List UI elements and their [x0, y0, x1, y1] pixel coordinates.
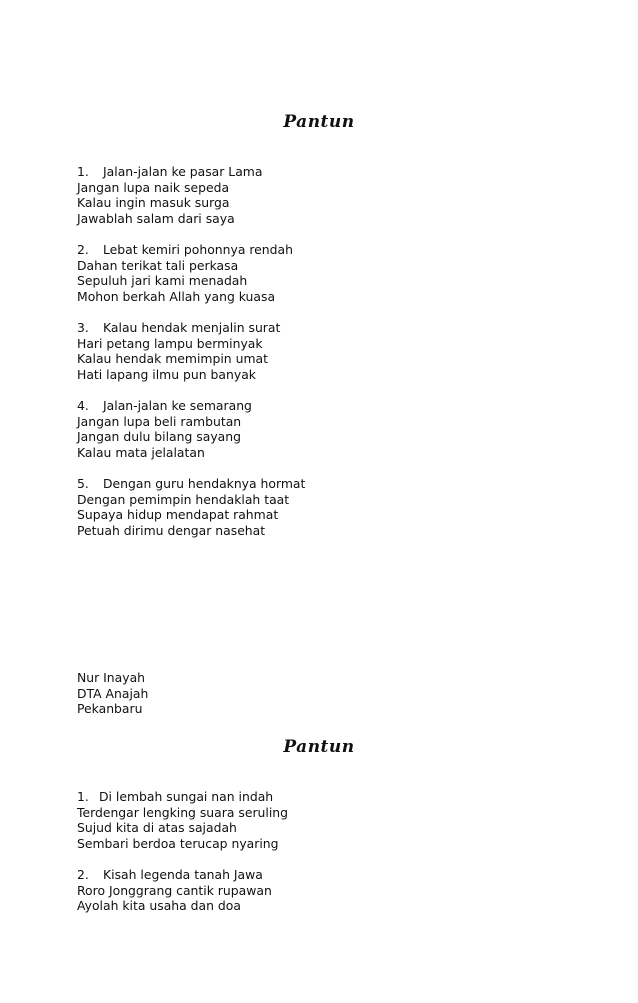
line-text: Jalan-jalan ke pasar Lama	[103, 164, 263, 179]
stanza-line: Hati lapang ilmu pun banyak	[77, 366, 256, 382]
stanza-number: 3.	[77, 320, 89, 335]
stanza-4	[77, 398, 597, 460]
stanza-line: Ayolah kita usaha dan doa	[77, 898, 241, 914]
line-text: Kalau hendak menjalin surat	[103, 320, 281, 335]
author-name: Nur Inayah	[77, 670, 146, 685]
stanza-line	[77, 242, 597, 258]
title-text: Pantun	[283, 737, 355, 757]
section-title	[0, 112, 638, 132]
stanza-line	[77, 789, 597, 805]
author-city: Pekanbaru	[77, 701, 143, 717]
stanza-number: 1.	[77, 164, 89, 179]
stanza-line: Dengan pemimpin hendaklah taat	[77, 491, 290, 507]
stanza-line: Jangan lupa beli rambutan	[77, 413, 242, 429]
stanza-line: Dahan terikat tali perkasa	[77, 257, 239, 273]
stanza-line: Sembari berdoa terucap nyaring	[77, 835, 279, 851]
stanza-line: Roro Jonggrang cantik rupawan	[77, 882, 272, 898]
stanza-line	[77, 320, 597, 336]
stanza-line: Kalau ingin masuk surga	[77, 195, 230, 211]
line-text: Lebat kemiri pohonnya rendah	[103, 242, 293, 257]
stanza-line	[77, 476, 597, 492]
stanza-5	[77, 476, 597, 538]
stanza-1	[77, 164, 597, 226]
stanza-2	[77, 242, 597, 304]
stanza-1	[77, 789, 597, 851]
stanza-line: Jangan lupa naik sepeda	[77, 179, 230, 195]
stanza-line	[77, 867, 597, 883]
stanza-number: 2.	[77, 867, 89, 882]
stanza-line: Supaya hidup mendapat rahmat	[77, 507, 279, 523]
stanza-line: Sepuluh jari kami menadah	[77, 273, 248, 289]
stanza-number: 5.	[77, 476, 89, 491]
stanza-line: Jawablah salam dari saya	[77, 210, 235, 226]
stanza-line: Sujud kita di atas sajadah	[77, 820, 237, 836]
title-text: Pantun	[283, 112, 355, 132]
stanza-3	[77, 320, 597, 382]
stanza-line	[77, 398, 597, 414]
stanza-line: Hari petang lampu berminyak	[77, 335, 263, 351]
line-text: Di lembah sungai nan indah	[99, 789, 274, 804]
stanza-2	[77, 867, 597, 914]
signature-block	[77, 670, 148, 717]
stanza-line: Jangan dulu bilang sayang	[77, 429, 241, 445]
stanza-number: 1.	[77, 789, 89, 804]
stanza-number: 4.	[77, 398, 89, 413]
stanza-line: Terdengar lengking suara seruling	[77, 804, 289, 820]
stanza-line: Petuah dirimu dengar nasehat	[77, 522, 266, 538]
line-text: Jalan-jalan ke semarang	[103, 398, 252, 413]
author-school: DTA Anajah	[77, 685, 149, 701]
stanza-line: Mohon berkah Allah yang kuasa	[77, 288, 276, 304]
stanza-line	[77, 164, 597, 180]
stanza-number: 2.	[77, 242, 89, 257]
stanza-line: Kalau mata jelalatan	[77, 444, 205, 460]
line-text: Dengan guru hendaknya hormat	[103, 476, 306, 491]
section-title	[0, 737, 638, 757]
stanza-line: Kalau hendak memimpin umat	[77, 351, 268, 367]
line-text: Kisah legenda tanah Jawa	[103, 867, 263, 882]
